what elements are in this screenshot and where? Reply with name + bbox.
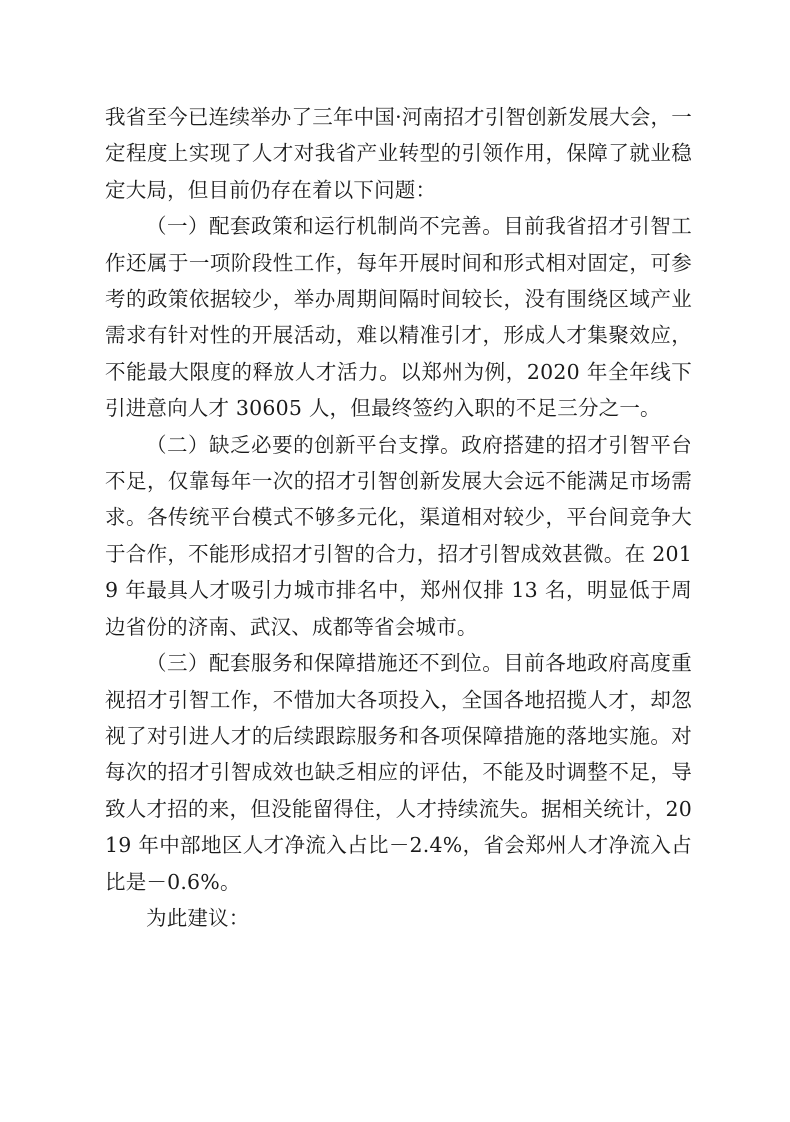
suggestion-heading: 为此建议： xyxy=(146,905,250,930)
issue-one-paragraph: （一）配套政策和运行机制尚不完善。目前我省招才引智工作还属于一项阶段性工作，每年开展时间和形式相对固定，可参考的政策依据较少，举办周期间隔时间较长，没有围绕区域产业需求有针对性的开展活动，难以精准引才，形成人才集聚效应，不能最大限度的释放人才活力。以郑州为例，2020 年全年线下引进意向人才 30605 人，但最终签约入职的不足三分之一。 xyxy=(105,214,692,421)
issue-two-paragraph: （二）缺乏必要的创新平台支撑。政府搭建的招才引智平台不足，仅靠每年一次的招才引智创新发展大会远不能满足市场需求。各传统平台模式不够多元化，渠道相对较少，平台间竞争大于合作，不能形成招才引智的合力，招才引智成效甚微。在 2019 年最具人才吸引力城市排名中，郑州仅排 13 名，明显低于周边省份的济南、武汉、成都等省会城市。 xyxy=(105,432,692,639)
document-body xyxy=(105,99,692,936)
issue-three-paragraph: （三）配套服务和保障措施还不到位。目前各地政府高度重视招才引智工作，不惜加大各项投入，全国各地招揽人才，却忽视了对引进人才的后续跟踪服务和各项保障措施的落地实施。对每次的招才引智成效也缺乏相应的评估，不能及时调整不足，导致人才招的来，但没能留得住，人才持续流失。据相关统计，2019 年中部地区人才净流入占比－2.4%，省会郑州人才净流入占比是－0.6%。 xyxy=(105,651,692,894)
intro-paragraph: 我省至今已连续举办了三年中国·河南招才引智创新发展大会，一定程度上实现了人才对我省产业转型的引领作用，保障了就业稳定大局，但目前仍存在着以下问题： xyxy=(105,105,692,202)
